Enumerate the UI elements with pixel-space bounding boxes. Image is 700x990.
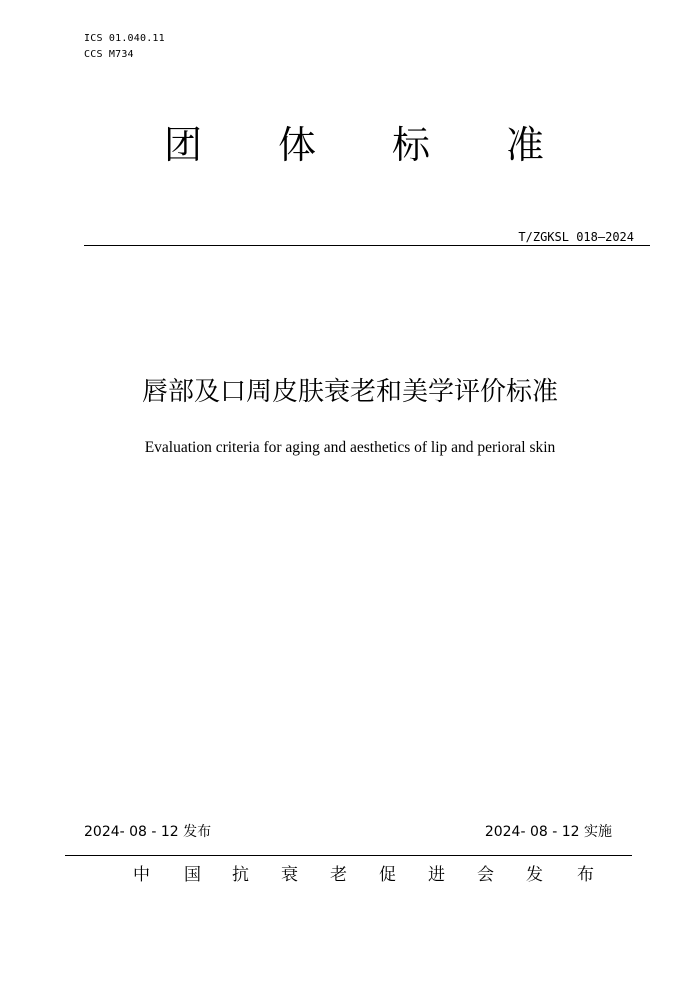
publisher-char: 会: [477, 865, 494, 885]
publisher-char: 布: [577, 865, 594, 885]
publisher-char: 中: [133, 865, 150, 885]
ics-code: ICS 01.040.11: [84, 33, 165, 44]
publisher-char: 促: [379, 865, 396, 885]
publisher-char: 国: [184, 865, 201, 885]
standard-type-heading: [0, 120, 700, 170]
title-english: Evaluation criteria for aging and aesthetics of lip and perioral skin: [144, 439, 556, 456]
publisher-char: 发: [526, 865, 543, 885]
standard-type-char: 团: [164, 123, 203, 167]
issue-date: 2024- 08 - 12 发布: [84, 824, 212, 840]
title-chinese: 唇部及口周皮肤衰老和美学评价标准: [141, 377, 558, 407]
publisher-line: [0, 862, 700, 888]
footer-divider: [65, 855, 632, 856]
publisher-char: 老: [330, 865, 347, 885]
ccs-code: CCS M734: [84, 49, 134, 60]
publisher-char: 进: [428, 865, 445, 885]
standard-type-char: 准: [506, 123, 545, 167]
standard-number: T/ZGKSL 018—2024: [518, 230, 634, 244]
standard-type-char: 体: [278, 123, 317, 167]
header-divider: [84, 245, 650, 246]
implementation-date: 2024- 08 - 12 实施: [484, 824, 612, 840]
standard-type-char: 标: [392, 123, 431, 167]
publisher-char: 抗: [232, 865, 249, 885]
publisher-char: 衰: [281, 865, 298, 885]
classification-codes: [84, 31, 165, 63]
